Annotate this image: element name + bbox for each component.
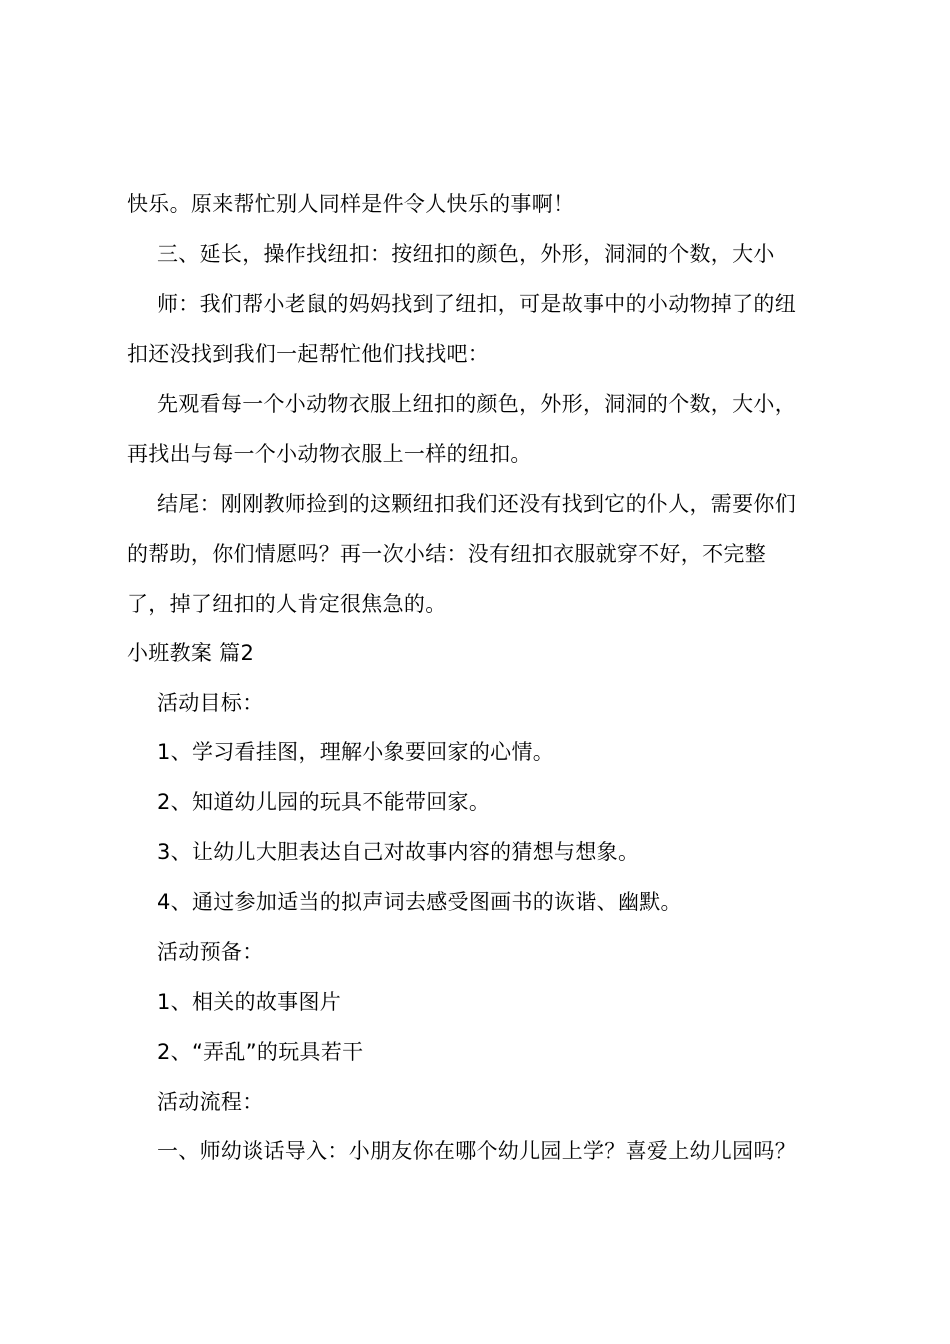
- text-line-15: 4、通过参加适当的拟声词去感受图画书的诙谐、幽默。: [157, 890, 682, 914]
- text-line-5: 先观看每一个小动物衣服上纽扣的颜色，外形，洞洞的个数，大小，: [157, 392, 796, 416]
- text-line-13: 2、知道幼儿园的玩具不能带回家。: [157, 790, 491, 814]
- text-line-16: 活动预备：: [157, 940, 264, 964]
- section-heading: 小班教案 篇2: [127, 641, 255, 665]
- text-line-18: 2、“弄乱”的玩具若干: [157, 1040, 364, 1064]
- text-line-17: 1、相关的故事图片: [157, 990, 342, 1014]
- text-line-8: 的帮助，你们情愿吗？再一次小结：没有纽扣衣服就穿不好，不完整: [127, 542, 766, 566]
- text-line-2: 三、延长，操作找纽扣：按纽扣的颜色，外形，洞洞的个数，大小: [157, 242, 775, 266]
- text-line-6: 再找出与每一个小动物衣服上一样的纽扣。: [127, 442, 532, 466]
- text-line-9: 了，掉了纽扣的人肯定很焦急的。: [127, 592, 447, 616]
- text-line-3: 师：我们帮小老鼠的妈妈找到了纽扣，可是故事中的小动物掉了的纽: [157, 292, 796, 316]
- text-line-19: 活动流程：: [157, 1090, 264, 1114]
- text-line-1: 快乐。原来帮忙别人同样是件令人快乐的事啊！: [127, 192, 575, 216]
- text-line-12: 1、学习看挂图，理解小象要回家的心情。: [157, 740, 555, 764]
- text-line-11: 活动目标：: [157, 691, 264, 715]
- text-line-20: 一、师幼谈话导入：小朋友你在哪个幼儿园上学？喜爱上幼儿园吗？: [157, 1139, 796, 1163]
- text-line-4: 扣还没找到我们一起帮忙他们找找吧：: [127, 342, 490, 366]
- text-line-7: 结尾：刚刚教师捡到的这颗纽扣我们还没有找到它的仆人，需要你们: [157, 492, 796, 516]
- text-line-14: 3、让幼儿大胆表达自己对故事内容的猜想与想象。: [157, 840, 640, 864]
